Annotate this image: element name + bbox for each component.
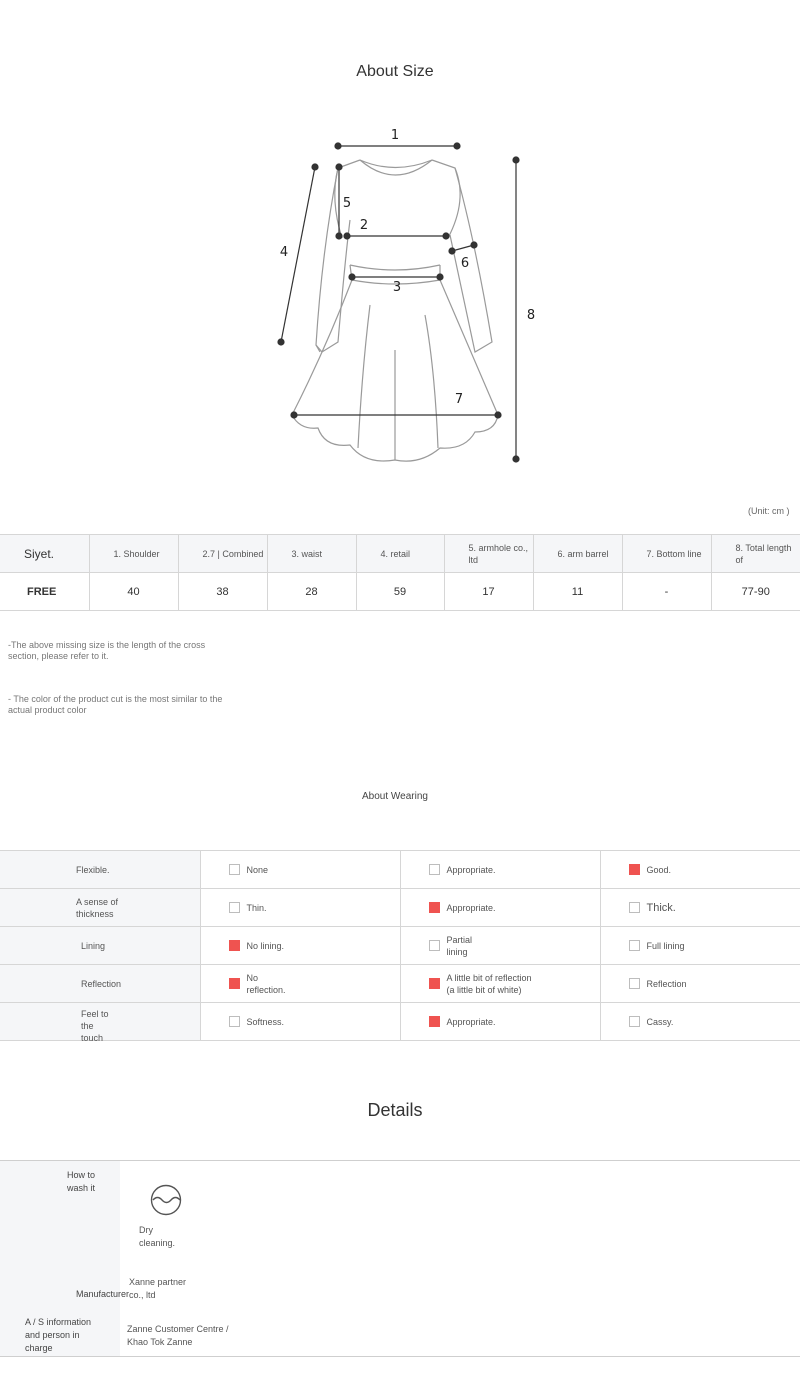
checkbox [429,1016,440,1027]
wearing-option: Full lining [629,940,687,952]
size-table-header-row [0,535,800,573]
wash-label: How to wash it [67,1170,96,1193]
size-header-cell: 3. waist [267,535,356,573]
size-note: -The above missing size is the length of the cross section, please refer to it. [8,640,206,661]
as-value: Zanne Customer Centre / Khao Tok Zanne [127,1324,229,1347]
checkbox [629,940,640,951]
size-header-cell: 2.7 | Combined [178,535,267,573]
checkbox [429,864,440,875]
checkbox [229,864,240,875]
wearing-option: A little bit of reflection (a little bit of white) [429,972,542,996]
manufacturer-value: Xanne partner co., ltd [129,1277,187,1300]
wearing-option: Appropriate. [429,864,557,876]
wearing-option: No reflection. [229,972,297,996]
diagram-label-6: 6 [460,256,470,271]
checkbox [229,902,240,913]
size-header-cell: 7. Bottom line [622,535,711,573]
size-value-cell: - [622,573,711,611]
wearing-option: Thin. [229,902,357,914]
size-header-cell: 6. arm barrel [533,535,622,573]
wearing-option: None [229,864,357,876]
as-label: A / S information and person in charge [25,1317,92,1353]
size-header-cell: 1. Shoulder [89,535,178,573]
size-value-cell: 77-90 [711,573,800,611]
diagram-label-1: 1 [390,128,400,143]
size-header-cell: Siyet. [0,535,89,573]
wearing-option: Reflection [629,978,757,990]
checkbox [429,940,440,951]
diagram-label-4: 4 [279,245,289,260]
about-size-title: About Size [356,63,434,80]
size-value-cell: 38 [178,573,267,611]
checkbox [629,902,640,913]
wearing-row [0,965,800,1003]
size-value-cell: 59 [356,573,444,611]
dress-size-diagram [270,120,550,470]
size-table [0,534,800,611]
color-note: - The color of the product cut is the most similar to the actual product color [8,694,223,715]
wearing-row [0,1003,800,1041]
unit-note: (Unit: cm ) [748,506,790,516]
checkbox [229,978,240,989]
details-table [0,1160,800,1357]
wearing-option: Good. [629,864,757,876]
diagram-label-3: 3 [392,280,402,295]
checkbox [429,902,440,913]
size-header-cell: 5. armhole co., ltd [444,535,533,573]
dry-cleaning-icon [149,1184,183,1216]
wash-value: Dry cleaning. [139,1225,176,1248]
wearing-row [0,927,800,965]
wearing-label: A sense of thickness [76,896,119,919]
about-wearing-title: About Wearing [362,791,428,802]
wearing-option: Softness. [229,1016,357,1028]
size-value-cell: 40 [89,573,178,611]
wearing-label: Feel to the touch [81,1008,109,1043]
diagram-label-8: 8 [526,308,536,323]
size-table-row [0,573,800,611]
size-value-cell: FREE [0,573,89,611]
details-title: Details [367,1100,423,1120]
wearing-label: Reflection [81,978,122,989]
wearing-option: Appropriate. [429,902,557,914]
wearing-option: Partial lining [429,934,487,958]
checkbox [629,978,640,989]
size-value-cell: 17 [444,573,533,611]
diagram-label-7: 7 [454,392,464,407]
wearing-option: Thick. [629,902,757,914]
wearing-label: Lining [81,940,106,951]
wearing-label: Flexible. [76,864,110,875]
checkbox [429,978,440,989]
wearing-table [0,850,800,1041]
diagram-label-5: 5 [342,196,352,211]
checkbox [229,1016,240,1027]
diagram-label-2: 2 [359,218,369,233]
wearing-row [0,851,800,889]
wearing-row [0,889,800,927]
wearing-option: No lining. [229,940,287,952]
size-header-cell: 8. Total length of [711,535,800,573]
checkbox [629,1016,640,1027]
manufacturer-label: Manufacturer [76,1289,130,1299]
size-value-cell: 11 [533,573,622,611]
wearing-option: Appropriate. [429,1016,557,1028]
size-value-cell: 28 [267,573,356,611]
checkbox [229,940,240,951]
size-header-cell: 4. retail [356,535,444,573]
wearing-option: Cassy. [629,1016,757,1028]
checkbox [629,864,640,875]
